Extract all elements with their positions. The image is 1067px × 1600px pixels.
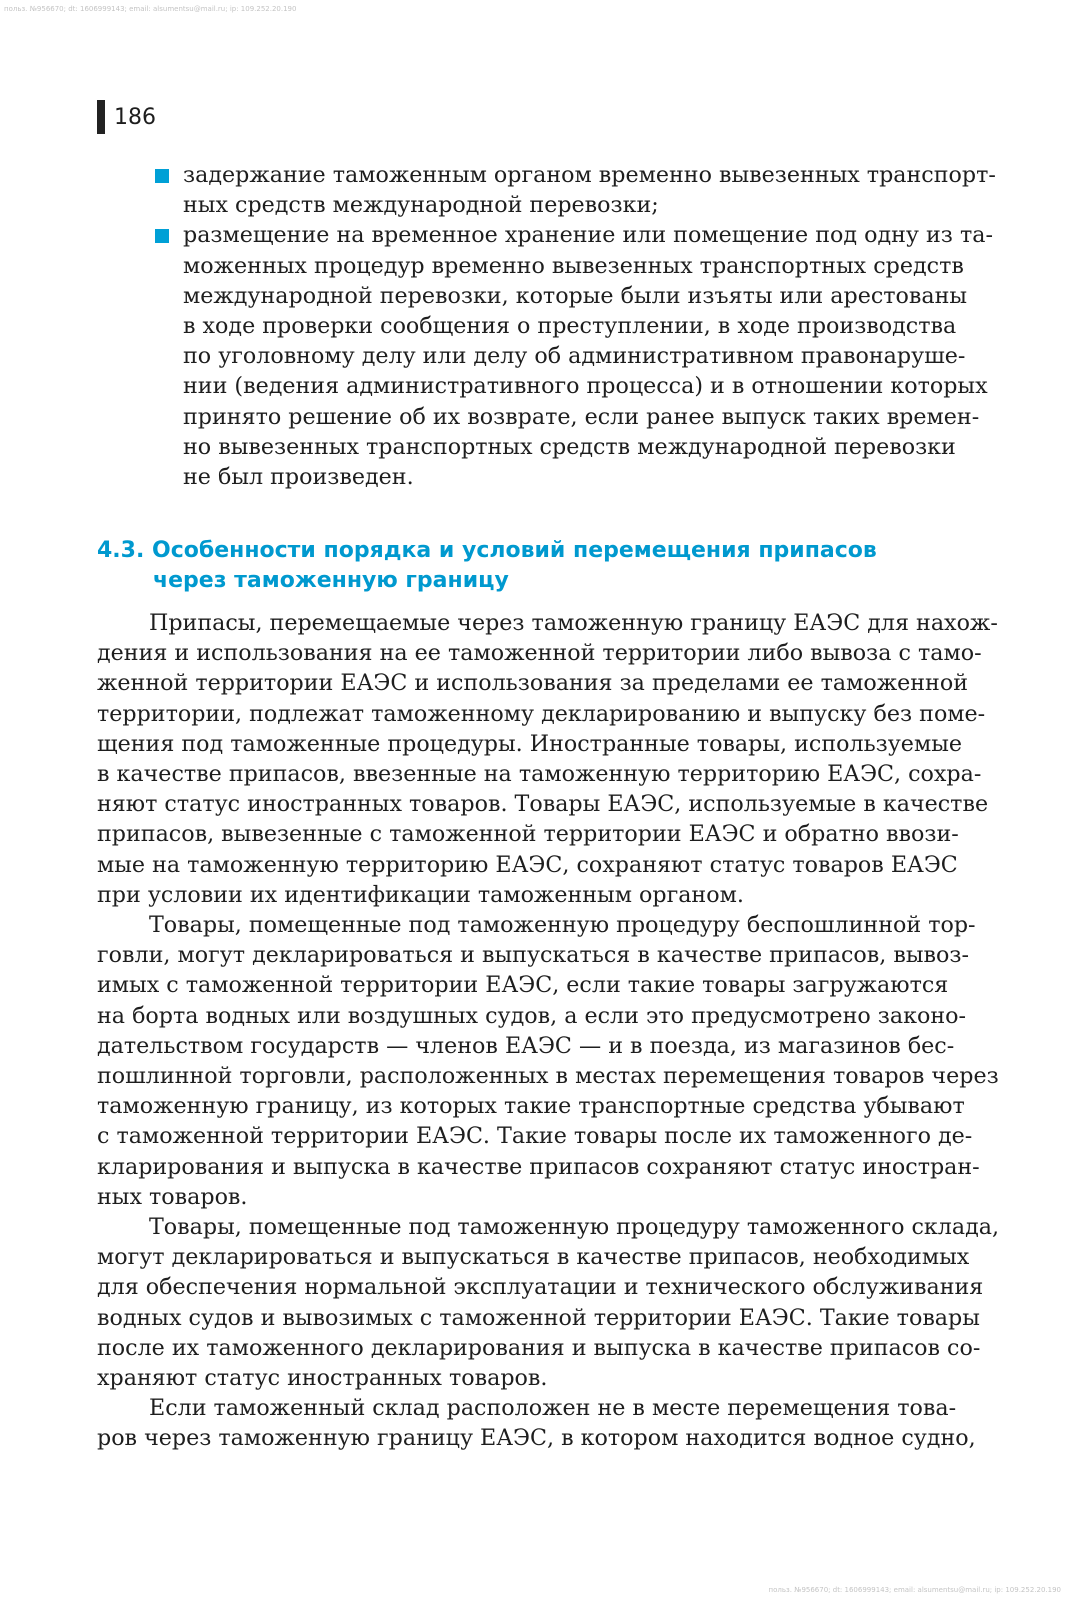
text-line: Товары, помещенные под таможенную процедуру таможенного склада, bbox=[149, 1214, 1000, 1241]
text-line: территории, подлежат таможенному декларированию и выпуску без поме- bbox=[97, 700, 986, 727]
text-line: щения под таможенные процедуры. Иностранные товары, используемые bbox=[97, 730, 962, 757]
text-line: дательством государств — членов ЕАЭС — и в поезда, из магазинов бес- bbox=[97, 1032, 955, 1059]
text-line: говли, могут декларироваться и выпускаться в качестве припасов, вывоз- bbox=[97, 942, 969, 969]
paragraph bbox=[97, 608, 998, 910]
text-line: с таможенной территории ЕАЭС. Такие товары после их таможенного де- bbox=[97, 1123, 973, 1150]
text-line: мые на таможенную территорию ЕАЭС, сохраняют статус товаров ЕАЭС bbox=[97, 851, 958, 878]
text-line: дения и использования на ее таможенной территории либо вывоза с тамо- bbox=[97, 640, 982, 667]
bullet-item bbox=[155, 220, 993, 492]
page-marker-bar bbox=[97, 100, 105, 134]
bullet-list bbox=[155, 160, 996, 492]
text-line: при условии их идентификации таможенным органом. bbox=[97, 881, 744, 908]
text-line: кларирования и выпуска в качестве припасов сохраняют статус иностран- bbox=[97, 1153, 980, 1180]
text-line: Припасы, перемещаемые через таможенную границу ЕАЭС для нахож- bbox=[149, 610, 998, 636]
text-line: имых с таможенной территории ЕАЭС, если такие товары загружаются bbox=[97, 972, 949, 999]
watermark-top: польз. №956670; dt: 1606999143; email: alsumentsu@mail.ru; ip: 109.252.20.190 bbox=[4, 5, 297, 13]
text-line: пошлинной торговли, расположенных в местах перемещения товаров через bbox=[97, 1063, 999, 1090]
text-line: размещение на временное хранение или помещение под одну из та- bbox=[183, 222, 993, 249]
text-line: на борта водных или воздушных судов, а если это предусмотрено законо- bbox=[97, 1002, 966, 1029]
section-heading-line1: 4.3. Особенности порядка и условий перемещения припасов bbox=[97, 538, 877, 563]
square-bullet-icon bbox=[155, 169, 169, 183]
text-line: не был произведен. bbox=[183, 464, 414, 491]
paragraph bbox=[97, 910, 999, 1212]
text-line: таможенную границу, из которых такие транспортные средства убывают bbox=[97, 1093, 965, 1120]
paragraph bbox=[97, 1393, 976, 1453]
text-line: Товары, помещенные под таможенную процедуру беспошлинной тор- bbox=[149, 912, 976, 939]
text-line: припасов, вывезенные с таможенной территории ЕАЭС и обратно ввози- bbox=[97, 821, 959, 848]
text-line: храняют статус иностранных товаров. bbox=[97, 1365, 548, 1392]
text-line: водных судов и вывозимых с таможенной территории ЕАЭС. Такие товары bbox=[97, 1304, 980, 1331]
section-heading bbox=[97, 536, 947, 596]
text-line: моженных процедур временно вывезенных транспортных средств bbox=[183, 252, 964, 279]
text-line: ных средств международной перевозки; bbox=[183, 192, 659, 219]
page-number: 186 bbox=[114, 104, 156, 130]
section-heading-line2: через таможенную границу bbox=[153, 568, 509, 593]
text-line: женной территории ЕАЭС и использования за пределами ее таможенной bbox=[97, 670, 968, 697]
text-line: по уголовному делу или делу об административном правонаруше- bbox=[183, 343, 966, 370]
text-line: принято решение об их возврате, если ранее выпуск таких времен- bbox=[183, 403, 980, 430]
bullet-item bbox=[155, 160, 996, 220]
text-line: ров через таможенную границу ЕАЭС, в котором находится водное судно, bbox=[97, 1425, 976, 1452]
text-line: могут декларироваться и выпускаться в качестве припасов, необходимых bbox=[97, 1244, 970, 1271]
text-line: в ходе проверки сообщения о преступлении, в ходе производства bbox=[183, 313, 957, 340]
text-line: для обеспечения нормальной эксплуатации и технического обслуживания bbox=[97, 1274, 984, 1301]
body-text bbox=[97, 608, 1000, 1454]
text-line: в качестве припасов, ввезенные на таможенную территорию ЕАЭС, сохра- bbox=[97, 761, 982, 788]
text-line: после их таможенного декларирования и выпуска в качестве припасов со- bbox=[97, 1334, 981, 1361]
text-line: задержание таможенным органом временно вывезенных транспорт- bbox=[183, 162, 996, 188]
paragraph bbox=[97, 1212, 1000, 1393]
square-bullet-icon bbox=[155, 229, 169, 243]
text-line: Если таможенный склад расположен не в месте перемещения това- bbox=[149, 1395, 957, 1422]
text-line: няют статус иностранных товаров. Товары ЕАЭС, используемые в качестве bbox=[97, 791, 989, 818]
text-line: ных товаров. bbox=[97, 1183, 248, 1210]
watermark-bottom: польз. №956670; dt: 1606999143; email: alsumentsu@mail.ru; ip: 109.252.20.190 bbox=[768, 1586, 1061, 1594]
text-line: международной перевозки, которые были изъяты или арестованы bbox=[183, 282, 968, 309]
text-line: нии (ведения административного процесса) и в отношении которых bbox=[183, 373, 988, 400]
text-line: но вывезенных транспортных средств международной перевозки bbox=[183, 433, 956, 460]
page-number-block bbox=[97, 100, 156, 134]
